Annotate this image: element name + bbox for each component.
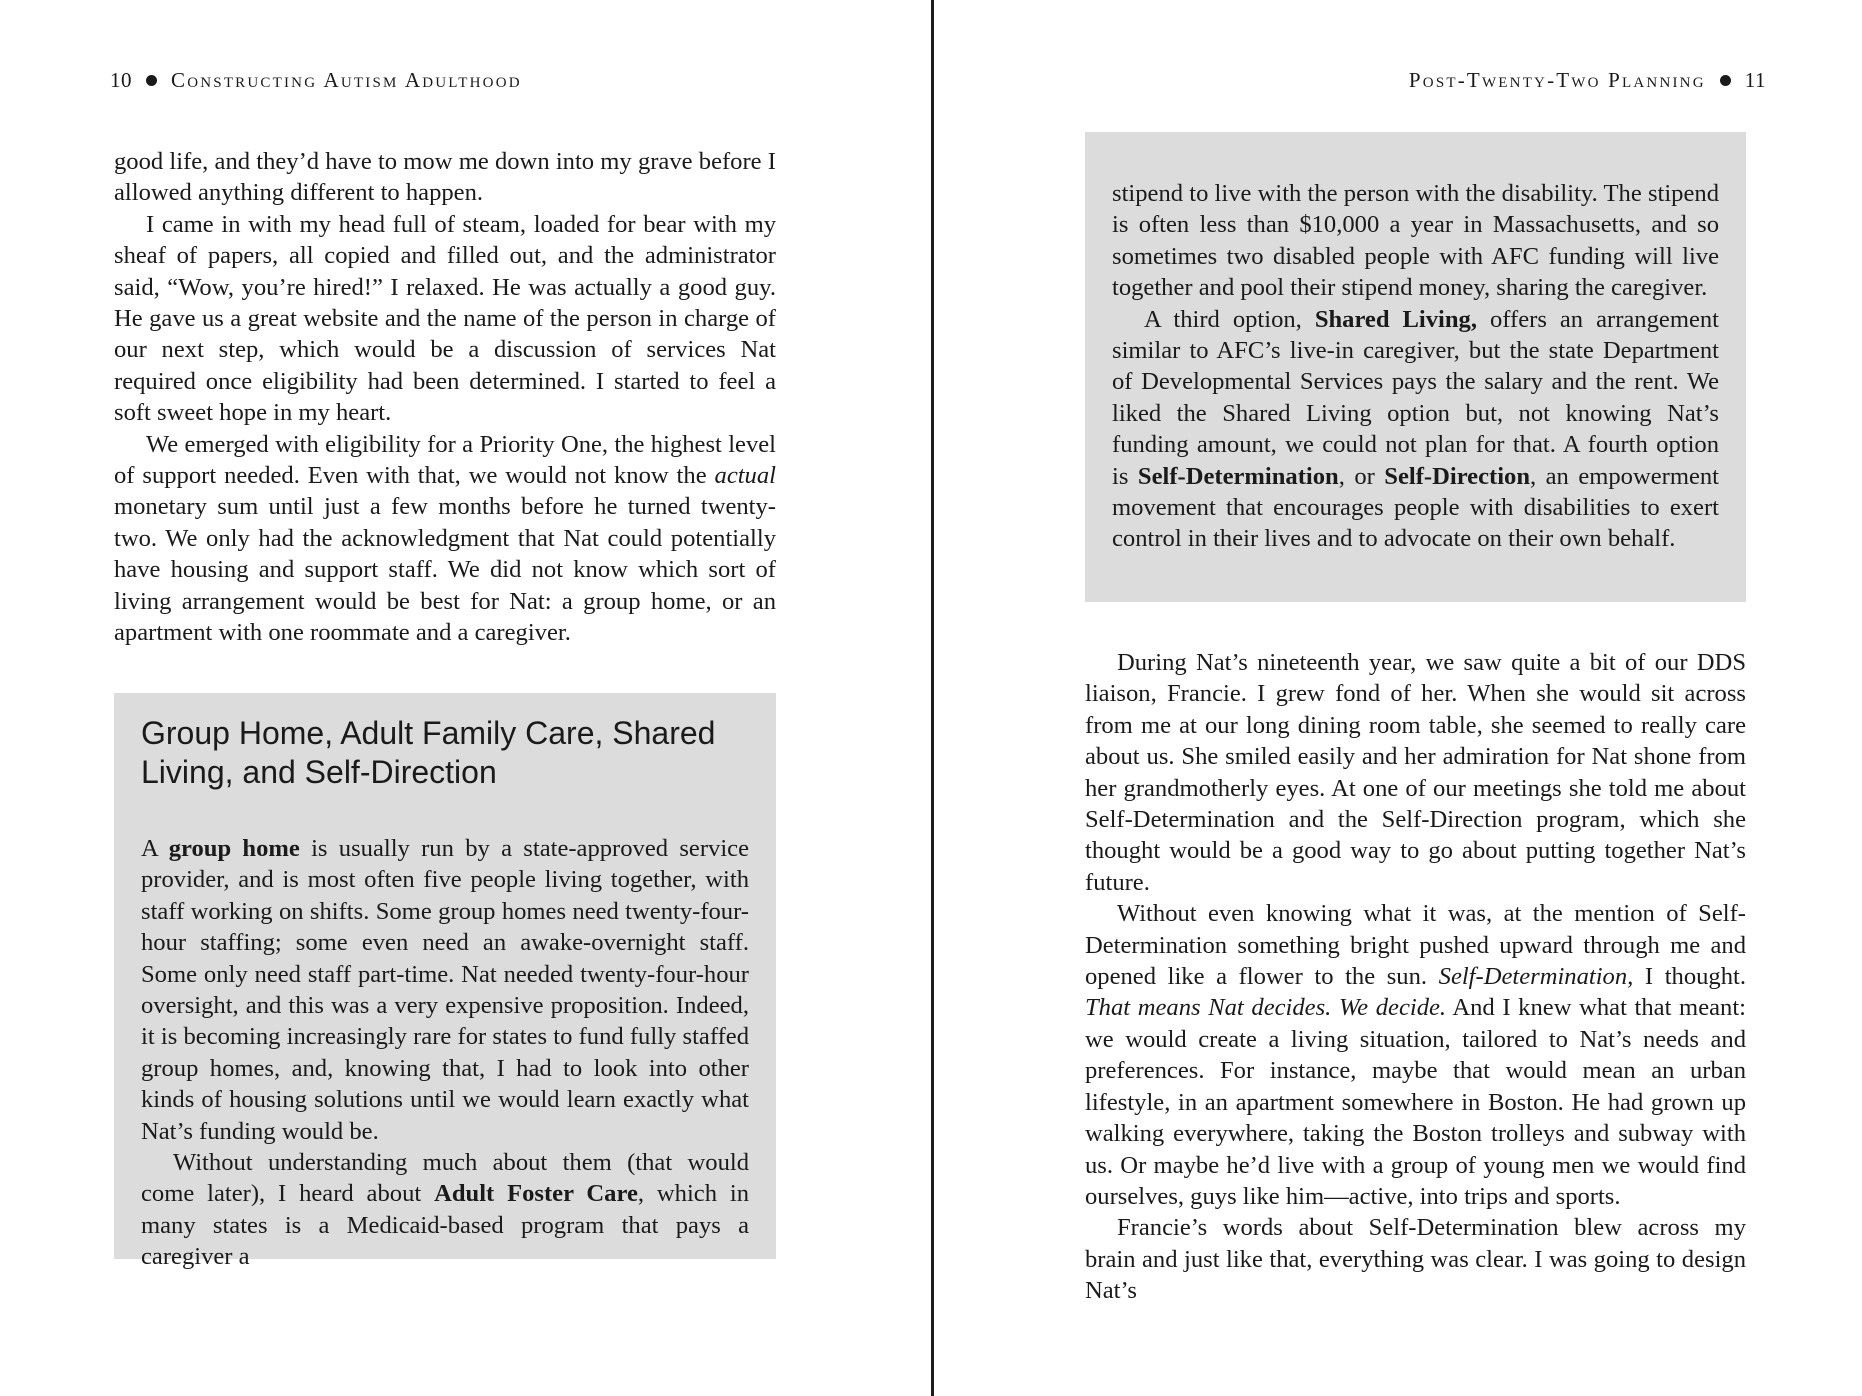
sidebar-text-left: [141, 833, 749, 1273]
text-run: monetary sum until just a few months before he turned twenty-two. We only had the acknowledgment that Nat could potentially have housing and support staff. We did not know which sort of living arrangement would be best for Nat: a group home, or an apartment with one roommate and a caregiver.: [114, 493, 776, 647]
text-run: I thought.: [1633, 963, 1746, 991]
paragraph: [114, 146, 776, 209]
paragraph: [141, 833, 749, 1147]
right-body-text: [1085, 647, 1746, 1307]
paragraph: [1085, 647, 1746, 898]
sidebar-title: Group Home, Adult Family Care, Shared Living, and Self-Direction: [141, 715, 716, 790]
bold-term: Self-Determination: [1137, 462, 1339, 490]
italic-text: Self-Determination,: [1438, 963, 1634, 991]
text-run: Without even knowing what it was, at the mention of Self-Determination something bright pushed upward through me and opened like a flower to the sun.: [1085, 900, 1746, 991]
bullet-dot-icon: [1720, 75, 1731, 86]
page-number-left: 10: [110, 68, 132, 92]
paragraph: [141, 1147, 749, 1273]
paragraph: [114, 209, 776, 429]
italic-text: That means Nat decides. We decide.: [1085, 994, 1447, 1022]
text-run: , or: [1338, 462, 1385, 490]
bold-term: Self-Direction: [1384, 462, 1530, 490]
running-head-right: [1409, 66, 1766, 94]
sidebar-box-left: [114, 693, 776, 1271]
bullet-dot-icon: [146, 75, 157, 86]
text-run: And I knew what that meant: we would create a living situation, tailored to Nat’s needs and preferences. For instance, maybe that would mean an urban lifestyle, in an apartment somewhere in Boston. He had grown up walking everywhere, taking the Boston trolleys and subway with us. Or maybe he’d live with a group of young men we would find ourselves, guys like him—active, into trips and sports.: [1085, 994, 1746, 1210]
text-run: I came in with my head full of steam, loaded for bear with my sheaf of papers, all copied and filled out, and the administrator said, “Wow, you’re hired!” I relaxed. He was actually a good guy. He gave us a great website and the name of the person in charge of our next step, which would be a discussion of services Nat required once eligibility had been determined. I started to feel a soft sweet hope in my heart.: [114, 210, 776, 427]
bold-term: group home: [168, 835, 300, 862]
text-run: Without understanding much about them (that would come later), I heard about: [141, 1149, 749, 1208]
bold-term: Shared Living,: [1314, 305, 1478, 333]
bold-term: Adult Foster Care: [434, 1180, 638, 1208]
text-run: A: [141, 835, 169, 862]
text-run: good life, and they’d have to mow me down into my grave before I allowed anything different to happen.: [114, 148, 776, 207]
sidebar-box-right: [1085, 132, 1746, 602]
text-run: We emerged with eligibility for a Priority One, the highest level of support needed. Even with that, we would not know the: [114, 430, 776, 490]
text-run: Francie’s words about Self-Determination blew across my brain and just like that, everything was clear. I was going to design Nat’s: [1085, 1214, 1746, 1305]
running-head-left: [110, 66, 522, 94]
right-page: [934, 0, 1862, 1396]
text-run: , an empowerment movement that encourages people with disabilities to exert control in their lives and to advocate on their own behalf.: [1112, 462, 1719, 553]
page-number-right: 11: [1744, 68, 1766, 92]
text-run: is usually run by a state-approved service provider, and is most often five people living together, with staff working on shifts. Some group homes need twenty-four-hour staffing; some even need an awake-overnight staff. Some only need staff part-time. Nat needed twenty-four-hour oversight, and this was a very expensive proposition. Indeed, it is becoming increasingly rare for states to fund fully staffed group homes, and, knowing that, I had to look into other kinds of housing solutions until we would learn exactly what Nat’s funding would be.: [141, 835, 749, 1145]
text-run: stipend to live with the person with the disability. The stipend is often less than $10,000 a year in Massachusetts, and so sometimes two disabled people with AFC funding will live together and pool their stipend money, sharing the caregiver.: [1112, 180, 1719, 302]
running-head-title-left: Constructing Autism Adulthood: [171, 68, 522, 92]
text-run: , which in many states is a Medicaid-based program that pays a caregiver a: [141, 1180, 749, 1271]
text-run: offers an arrangement similar to AFC’s live-in caregiver, but the state Department of Developmental Services pays the salary and the rent. We liked the Shared Living option but, not knowing Nat’s funding amount, we could not plan for that. A fourth option is: [1112, 305, 1719, 490]
running-head-title-right: Post-Twenty-Two Planning: [1408, 68, 1706, 92]
paragraph: [114, 429, 776, 649]
left-body-text: [114, 146, 776, 649]
paragraph: [1112, 304, 1719, 555]
paragraph: [1112, 178, 1719, 304]
paragraph: [1085, 1212, 1746, 1306]
paragraph: [1085, 898, 1746, 1212]
italic-text: actual: [714, 462, 776, 490]
sidebar-text-right: [1112, 178, 1719, 555]
text-run: A third option,: [1144, 305, 1315, 333]
text-run: During Nat’s nineteenth year, we saw quite a bit of our DDS liaison, Francie. I grew fond of her. When she would sit across from me at our long dining room table, she seemed to really care about us. She smiled easily and her admiration for Nat shone from her grandmotherly eyes. At one of our meetings she told me about Self-Determination and the Self-Direction program, which she thought would be a good way to go about putting together Nat’s future.: [1085, 649, 1746, 896]
